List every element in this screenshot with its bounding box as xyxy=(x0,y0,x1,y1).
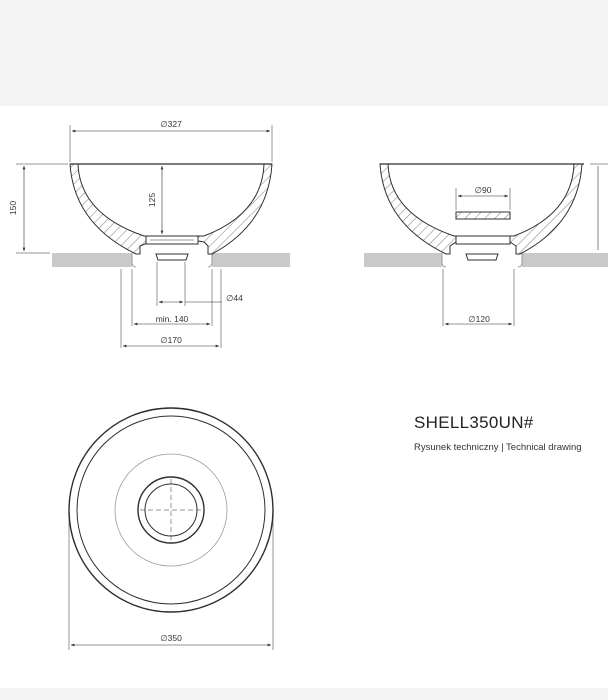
label-drain-top: ∅90 xyxy=(474,185,492,195)
drain-waste xyxy=(156,254,188,260)
label-base-width: ∅120 xyxy=(468,314,490,324)
drain-waste-2 xyxy=(466,254,498,260)
label-inner-depth: 125 xyxy=(147,192,157,208)
label-drain-hole: ∅44 xyxy=(226,293,243,303)
countertop-left-2 xyxy=(364,253,442,267)
plan-view xyxy=(69,408,273,650)
label-outer-diameter: ∅350 xyxy=(160,633,182,643)
countertop-left xyxy=(52,253,132,267)
label-cutout: ∅170 xyxy=(160,335,182,345)
countertop-right-2 xyxy=(522,253,608,267)
rim-outer xyxy=(69,408,273,612)
product-code: SHELL350UN# xyxy=(414,413,534,432)
drain-plug-2 xyxy=(456,236,510,244)
rim-inner xyxy=(77,416,265,604)
label-top-width: ∅327 xyxy=(160,119,182,129)
drain-cap xyxy=(456,212,510,219)
countertop-right xyxy=(212,253,290,267)
drain-outer xyxy=(138,477,204,543)
side-view xyxy=(16,125,290,348)
label-min-cutout: min. 140 xyxy=(155,314,189,324)
bowl-floor xyxy=(115,454,227,566)
drawing-subtitle: Rysunek techniczny | Technical drawing xyxy=(414,442,582,453)
label-height: 150 xyxy=(8,200,18,216)
